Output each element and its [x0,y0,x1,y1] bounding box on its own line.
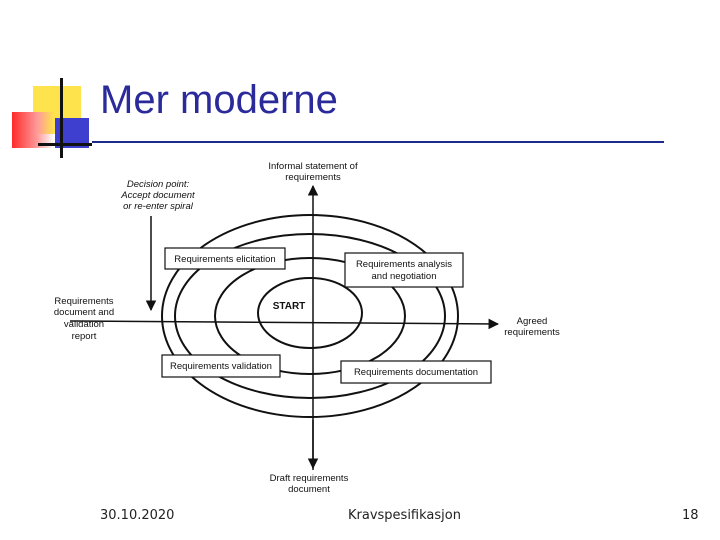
footer-date: 30.10.2020 [100,508,175,523]
left-label-line4: report [71,331,97,342]
box-analysis-line2: and negotiation [371,271,437,282]
footer-topic: Kravspesifikasjon [348,508,461,523]
logo-vertical-bar [60,78,63,158]
footer-page-number: 18 [682,508,699,523]
decision-line1: Decision point: [126,179,190,190]
top-label-line2: requirements [285,172,341,183]
logo-horizontal-bar [38,143,92,146]
box-documentation-label: Requirements documentation [353,367,479,378]
spiral-ring-outer [162,215,458,417]
box-analysis-line1: Requirements analysis [355,259,453,270]
requirements-spiral-diagram [40,150,580,505]
slide-title: Mer moderne [100,78,338,122]
box-elicitation-label: Requirements elicitation [174,254,276,265]
decision-line3: or re-enter spiral [123,201,193,212]
decision-line2: Accept document [121,190,195,201]
left-label-line1: Requirements [54,296,114,307]
bottom-label-line2: document [288,484,330,495]
title-underline [92,141,664,143]
left-label-line3: validation [63,319,105,330]
box-validation-label: Requirements validation [170,361,272,372]
spiral-ring-core [258,278,362,348]
right-label-line2: requirements [504,327,560,338]
top-label-line1: Informal statement of [268,161,358,172]
start-label: START [272,301,306,312]
right-label-line1: Agreed [516,316,548,327]
left-label-line2: document and [53,307,115,318]
bottom-label-line1: Draft requirements [269,473,349,484]
horizontal-axis [70,321,498,324]
